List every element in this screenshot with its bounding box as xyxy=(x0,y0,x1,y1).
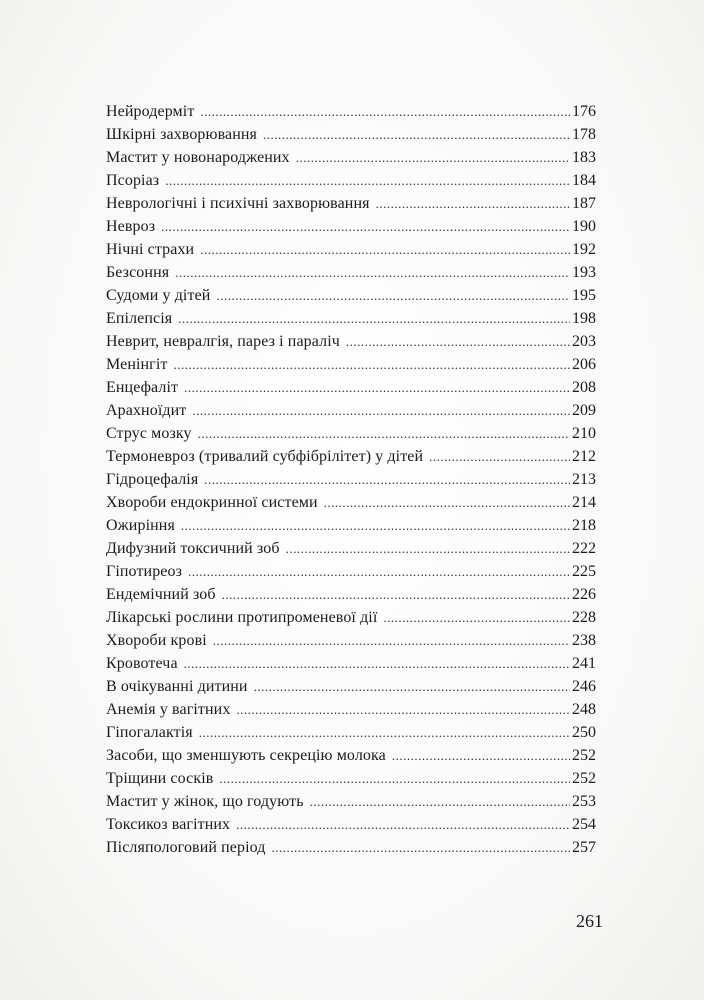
toc-entry xyxy=(106,698,596,721)
toc-entry xyxy=(106,238,596,261)
toc-dot-leader xyxy=(392,744,570,767)
toc-entry-title: Лікарські рослини протипроменевої дії xyxy=(106,609,378,626)
toc-entry xyxy=(106,100,596,123)
toc-entry-page: 238 xyxy=(572,632,596,649)
toc-entry xyxy=(106,376,596,399)
toc-entry-title: Кровотеча xyxy=(106,655,178,672)
toc-entry xyxy=(106,422,596,445)
toc-dot-leader xyxy=(324,491,570,514)
toc-entry-title: Псоріаз xyxy=(106,172,160,189)
toc-dot-leader xyxy=(165,169,570,192)
toc-entry-page: 206 xyxy=(572,356,596,373)
toc-entry-page: 208 xyxy=(572,379,596,396)
toc-entry-title: Дифузний токсичний зоб xyxy=(106,540,280,557)
toc-entry-page: 198 xyxy=(572,310,596,327)
toc-entry xyxy=(106,767,596,790)
toc-entry-title: Безсоння xyxy=(106,264,170,281)
toc-dot-leader xyxy=(236,813,570,836)
toc-entry-title: Мастит у новонароджених xyxy=(106,149,290,166)
toc-entry-page: 226 xyxy=(572,586,596,603)
toc-entry-title: Хвороби ендокринної системи xyxy=(106,494,318,511)
toc-entry-page: 190 xyxy=(572,218,596,235)
toc-entry-page: 257 xyxy=(572,839,596,856)
toc-entry-page: 222 xyxy=(572,540,596,557)
toc-dot-leader xyxy=(296,146,570,169)
toc-entry-page: 195 xyxy=(572,287,596,304)
toc-entry xyxy=(106,353,596,376)
toc-entry-title: Хвороби крові xyxy=(106,632,207,649)
toc-entry-title: Нейродерміт xyxy=(106,103,195,120)
toc-entry-page: 193 xyxy=(572,264,596,281)
toc-dot-leader xyxy=(188,560,570,583)
toc-entry xyxy=(106,146,596,169)
toc-entry-title: Гідроцефалія xyxy=(106,471,199,488)
toc-dot-leader xyxy=(204,468,570,491)
toc-entry-page: 210 xyxy=(572,425,596,442)
toc-entry xyxy=(106,583,596,606)
toc-entry-title: Засоби, що зменшують секрецію молока xyxy=(106,747,386,764)
toc-entry xyxy=(106,836,596,859)
toc-dot-leader xyxy=(192,399,570,422)
toc-dot-leader xyxy=(184,376,570,399)
toc-entry xyxy=(106,675,596,698)
toc-dot-leader xyxy=(198,422,570,445)
toc-entry-page: 209 xyxy=(572,402,596,419)
toc-entry-page: 241 xyxy=(572,655,596,672)
toc-entry-title: Невроз xyxy=(106,218,156,235)
toc-entry-page: 183 xyxy=(572,149,596,166)
toc-entry-page: 178 xyxy=(572,126,596,143)
toc-dot-leader xyxy=(175,261,570,284)
toc-entry xyxy=(106,629,596,652)
toc-entry-title: Неврологічні і психічні захворювання xyxy=(106,195,370,212)
toc-entry xyxy=(106,744,596,767)
toc-entry-page: 246 xyxy=(572,678,596,695)
toc-entry-page: 184 xyxy=(572,172,596,189)
toc-entry-title: Ожиріння xyxy=(106,517,175,534)
toc-entry-title: Ендемічний зоб xyxy=(106,586,216,603)
toc-entry xyxy=(106,537,596,560)
toc-entry-title: Нічні страхи xyxy=(106,241,195,258)
toc-entry-page: 187 xyxy=(572,195,596,212)
toc-dot-leader xyxy=(200,100,570,123)
toc-dot-leader xyxy=(222,583,570,606)
toc-entry-page: 218 xyxy=(572,517,596,534)
toc-entry-page: 225 xyxy=(572,563,596,580)
toc-entry-page: 252 xyxy=(572,747,596,764)
toc-entry-page: 213 xyxy=(572,471,596,488)
toc-entry xyxy=(106,560,596,583)
toc-entry-page: 248 xyxy=(572,701,596,718)
toc-dot-leader xyxy=(199,721,570,744)
toc-dot-leader xyxy=(174,353,571,376)
toc-entry-page: 228 xyxy=(572,609,596,626)
toc-entry-title: Токсикоз вагітних xyxy=(106,816,231,833)
toc-entry-page: 254 xyxy=(572,816,596,833)
toc-dot-leader xyxy=(310,790,570,813)
toc-dot-leader xyxy=(184,652,570,675)
toc-entry xyxy=(106,491,596,514)
table-of-contents xyxy=(106,100,596,859)
toc-dot-leader xyxy=(219,767,570,790)
toc-entry-page: 250 xyxy=(572,724,596,741)
toc-entry xyxy=(106,123,596,146)
toc-entry xyxy=(106,330,596,353)
toc-entry-title: Арахноїдит xyxy=(106,402,187,419)
toc-entry-title: Епілепсія xyxy=(106,310,173,327)
toc-dot-leader xyxy=(272,836,570,859)
toc-entry-page: 176 xyxy=(572,103,596,120)
toc-dot-leader xyxy=(161,215,570,238)
toc-entry xyxy=(106,514,596,537)
toc-dot-leader xyxy=(383,606,570,629)
toc-dot-leader xyxy=(263,123,570,146)
toc-entry-title: Гіпогалактія xyxy=(106,724,193,741)
toc-dot-leader xyxy=(178,307,570,330)
toc-entry xyxy=(106,721,596,744)
toc-dot-leader xyxy=(200,238,570,261)
toc-entry-page: 192 xyxy=(572,241,596,258)
toc-dot-leader xyxy=(216,284,570,307)
toc-entry-page: 253 xyxy=(572,793,596,810)
toc-entry xyxy=(106,445,596,468)
toc-entry-title: Неврит, невралгія, парез і параліч xyxy=(106,333,340,350)
toc-entry-title: Шкірні захворювання xyxy=(106,126,258,143)
toc-dot-leader xyxy=(181,514,570,537)
toc-entry-title: Тріщини сосків xyxy=(106,770,214,787)
toc-entry xyxy=(106,215,596,238)
toc-entry-title: Струс мозку xyxy=(106,425,192,442)
toc-entry-title: Енцефаліт xyxy=(106,379,179,396)
toc-dot-leader xyxy=(286,537,570,560)
toc-entry-page: 214 xyxy=(572,494,596,511)
toc-entry xyxy=(106,652,596,675)
toc-entry-page: 212 xyxy=(572,448,596,465)
toc-entry xyxy=(106,307,596,330)
toc-entry-title: Термоневроз (тривалий субфібрілітет) у дітей xyxy=(106,448,424,465)
toc-entry-page: 203 xyxy=(572,333,596,350)
toc-entry-title: Післяпологовий період xyxy=(106,839,266,856)
toc-dot-leader xyxy=(254,675,570,698)
toc-entry xyxy=(106,169,596,192)
toc-entry xyxy=(106,813,596,836)
toc-entry xyxy=(106,399,596,422)
page-number: 261 xyxy=(576,911,603,931)
toc-entry xyxy=(106,468,596,491)
toc-entry xyxy=(106,606,596,629)
toc-dot-leader xyxy=(346,330,570,353)
toc-entry xyxy=(106,192,596,215)
toc-entry xyxy=(106,284,596,307)
toc-entry xyxy=(106,261,596,284)
toc-entry-title: Менінгіт xyxy=(106,356,168,373)
toc-entry-title: В очікуванні дитини xyxy=(106,678,248,695)
toc-entry-title: Судоми у дітей xyxy=(106,287,211,304)
toc-dot-leader xyxy=(429,445,570,468)
toc-entry-title: Мастит у жінок, що годують xyxy=(106,793,304,810)
toc-entry xyxy=(106,790,596,813)
toc-dot-leader xyxy=(376,192,570,215)
toc-dot-leader xyxy=(213,629,570,652)
toc-entry-title: Гіпотиреоз xyxy=(106,563,183,580)
toc-entry-page: 252 xyxy=(572,770,596,787)
toc-entry-title: Анемія у вагітних xyxy=(106,701,231,718)
toc-dot-leader xyxy=(236,698,570,721)
